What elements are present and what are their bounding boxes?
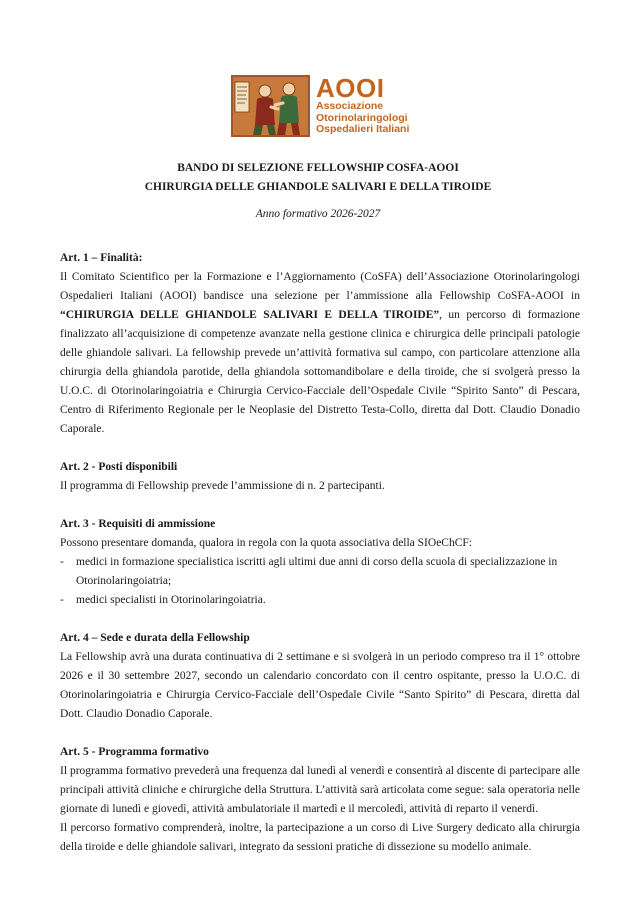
art1-text-b: , un percorso di formazione finalizzato all’acquisizione di competenze avanzate nella gestione clinica e chirurgica delle principali patologie delle ghiandole salivari. La fellowship prevede un’attività formativa sul campo, con particolare attenzione alla chirurgia della ghiandola parotide, della ghiandola sottomandibolare e della tiroide, che si svolgerà presso la U.O.C. di Otorinolaringoiatria e Chirurgia Cervico-Facciale dell’Ospedale Civile “Spirito Santo” di Pescara, Centro di Riferimento Regionale per le Neoplasie del Distretto Testa-Collo, diretta dal Dott. Claudio Donadio Caporale. — [60, 309, 580, 435]
logo-acronym: AOOI — [316, 73, 385, 103]
document-subtitle: CHIRURGIA DELLE GHIANDOLE SALIVARI E DELLA TIROIDE — [144, 181, 492, 193]
academic-year: Anno formativo 2026-2027 — [255, 208, 381, 220]
art5-text-2: Il percorso formativo comprenderà, inoltre, la partecipazione a un corso di Live Surgery dedicato alla chirurgia della tiroide e delle ghiandole salivari, integrato da sessioni pratiche di dissezione su modello animale. — [60, 822, 580, 853]
art1-fellowship-title: “CHIRURGIA DELLE GHIANDOLE SALIVARI E DELLA TIROIDE” — [60, 309, 440, 321]
aooi-logo — [231, 75, 411, 137]
art4-text: La Fellowship avrà una durata continuativa di 2 settimane e si svolgerà in un periodo compreso tra il 1° ottobre 2026 e il 30 settembre 2027, secondo un calendario concordato con il centro ospitante, presso la U.O.C. di Otorinolaringoiatria e Chirurgia Cervico-Facciale dell’Ospedale Civile “Santo Spirito” di Pescara, diretta dal Dott. Claudio Donadio Caporale. — [60, 651, 580, 720]
art1-heading: Art. 1 – Finalità: — [60, 252, 143, 264]
art3-bullet: - medici in formazione specialistica iscritti agli ultimi due anni di corso della scuola di specializzazione in Otorinolaringoiatria; — [60, 556, 558, 587]
art3-bullet: - medici specialisti in Otorinolaringoiatria. — [60, 594, 266, 606]
art1-text — [60, 268, 580, 439]
art2-text: Il programma di Fellowship prevede l’ammissione di n. 2 partecipanti. — [60, 480, 385, 492]
art2-heading: Art. 2 - Posti disponibili — [60, 461, 178, 473]
logo-text — [316, 75, 409, 136]
document-title: BANDO DI SELEZIONE FELLOWSHIP COSFA-AOOI — [177, 162, 459, 174]
logo-line-2: Otorinolaringologi — [316, 111, 408, 124]
medieval-surgeons-illustration — [231, 75, 310, 137]
logo-line-1: Associazione — [316, 100, 384, 112]
logo-line-3: Ospedalieri Italiani — [316, 123, 410, 135]
document-body — [60, 249, 580, 857]
art4-heading: Art. 4 – Sede e durata della Fellowship — [60, 632, 250, 644]
art3-heading: Art. 3 - Requisiti di ammissione — [60, 518, 216, 530]
art1-text-a: Il Comitato Scientifico per la Formazione e l’Aggiornamento (CoSFA) dell’Associazione Otorinolaringologi Ospedalieri Italiani (AOOI) bandisce una selezione per l’ammissione alla Fellowship CoSFA-AOOI in — [60, 271, 580, 302]
art3-intro: Possono presentare domanda, qualora in regola con la quota associativa della SIOeChCF: — [60, 537, 472, 549]
art5-heading: Art. 5 - Programma formativo — [60, 746, 209, 758]
art5-text-1: Il programma formativo prevederà una frequenza dal lunedì al venerdì e consentirà al discente di partecipare alle principali attività cliniche e chirurgiche della Struttura. L’attività sarà articolata come segue: sala operatoria nelle giornate di lunedì e giovedì, attività ambulatoriale il martedì e il mercoledì, attività di reparto il venerdì. — [60, 765, 580, 815]
